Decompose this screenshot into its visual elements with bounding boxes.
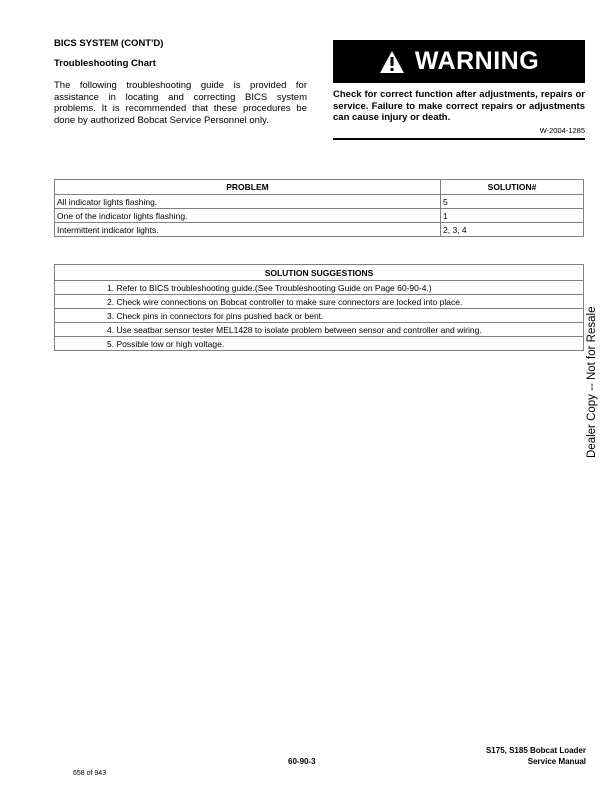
problem-table: [54, 179, 584, 237]
table-row: [55, 195, 584, 209]
intro-paragraph: The following troubleshooting guide is provided for assistance in locating and correcting BICS system problems. It is recommended that these procedures be done by authorized Bobcat Service Personnel only.: [54, 80, 307, 126]
footer-title-line-1: S175, S185 Bobcat Loader: [485, 746, 586, 755]
problem-cell: All indicator lights flashing.: [55, 195, 441, 209]
column-header-problem: PROBLEM: [55, 180, 441, 195]
table-row: [55, 323, 584, 337]
table-row: [55, 295, 584, 309]
footer-title-line-2: Service Manual: [527, 756, 586, 766]
solution-number-cell: 1: [441, 209, 584, 223]
solution-item: 3. Check pins in connectors for pins pushed back or bent.: [55, 309, 584, 323]
column-header-solution: SOLUTION#: [441, 180, 584, 195]
problem-cell: Intermittent indicator lights.: [55, 223, 441, 237]
table-row: [55, 309, 584, 323]
table-row: [55, 223, 584, 237]
solution-number-cell: 2, 3, 4: [441, 223, 584, 237]
warning-title: WARNING: [414, 47, 540, 75]
solution-item: 2. Check wire connections on Bobcat controller to make sure connectors are locked into place.: [55, 295, 584, 309]
page-number: 60-90-3: [288, 757, 316, 766]
table-row: [55, 337, 584, 351]
warning-divider: [333, 138, 585, 140]
section-title: BICS SYSTEM (CONT'D): [54, 38, 164, 49]
solution-item: 5. Possible low or high voltage.: [55, 337, 584, 351]
problem-cell: One of the indicator lights flashing.: [55, 209, 441, 223]
footer-manual-title: [486, 746, 586, 767]
solution-item: 4. Use seatbar sensor tester MEL1428 to isolate problem between sensor and controller and wiring.: [55, 323, 584, 337]
subsection-title: Troubleshooting Chart: [54, 58, 156, 69]
warning-code: W-2004-1285: [539, 126, 585, 135]
warning-banner: [333, 40, 585, 83]
solutions-header: SOLUTION SUGGESTIONS: [55, 265, 584, 281]
warning-triangle-icon: [379, 50, 405, 74]
page-count: 658 of 943: [73, 770, 107, 777]
dealer-copy-side-note: Dealer Copy -- Not for Resale: [586, 306, 598, 458]
table-row: [55, 209, 584, 223]
warning-text: Check for correct function after adjustments, repairs or service. Failure to make correct repairs or adjustments can cause injury or death.: [333, 89, 585, 123]
solutions-table: [54, 264, 584, 351]
solution-number-cell: 5: [441, 195, 584, 209]
solution-item: 1. Refer to BICS troubleshooting guide.(See Troubleshooting Guide on Page 60-90-4.): [55, 281, 584, 295]
table-row: [55, 281, 584, 295]
table-header-row: [55, 265, 584, 281]
table-header-row: [55, 180, 584, 195]
